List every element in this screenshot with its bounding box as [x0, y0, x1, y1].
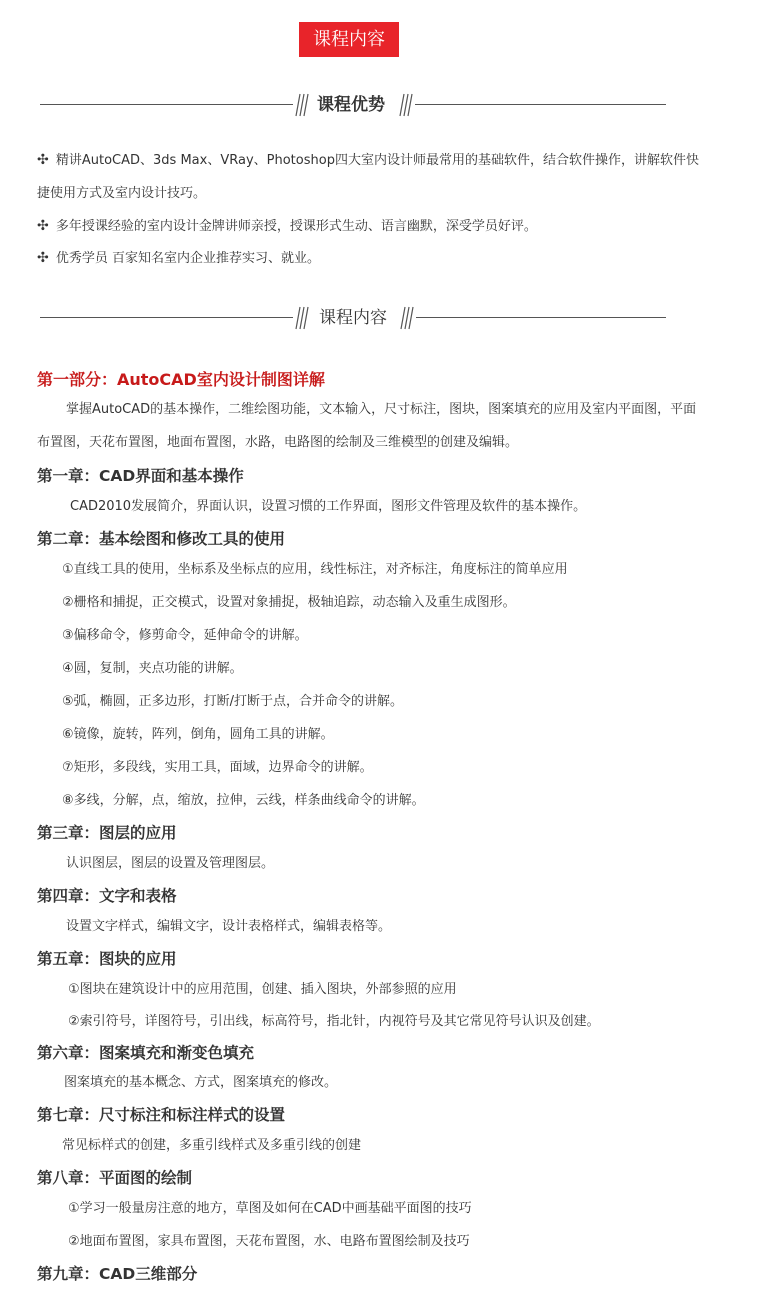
chapter-line: ③偏移命令，修剪命令，延伸命令的讲解。 [62, 628, 308, 643]
chapter-line: 图案填充的基本概念、方式，图案填充的修改。 [64, 1075, 338, 1090]
advantage-item-cont: 捷使用方式及室内设计技巧。 [37, 186, 207, 201]
double-slash-icon [398, 305, 416, 331]
chapter-line: 认识图层，图层的设置及管理图层。 [66, 856, 275, 871]
chapter-line: ⑧多线，分解，点，缩放，拉伸，云线，样条曲线命令的讲解。 [62, 793, 425, 808]
advantage-item [37, 150, 749, 171]
chapter-line: ②地面布置图，家具布置图，天花布置图，水、电路布置图绘制及技巧 [68, 1234, 470, 1249]
chapter-title: 第五章：图块的应用 [37, 950, 177, 968]
advantage-item [37, 248, 749, 269]
chapter-line: ⑥镜像，旋转，阵列，倒角，圆角工具的讲解。 [62, 727, 334, 742]
chapter-line: CAD2010发展简介，界面认识，设置习惯的工作界面，图形文件管理及软件的基本操作。 [70, 499, 587, 514]
section-title-advantages: 课程优势 [317, 95, 385, 115]
chapter-line: 设置文字样式，编辑文字，设计表格样式，编辑表格等。 [66, 919, 392, 934]
chapter-line: ⑦矩形，多段线，实用工具，面域，边界命令的讲解。 [62, 760, 373, 775]
advantage-text: 优秀学员 百家知名室内企业推荐实习、就业。 [55, 251, 321, 266]
part-title: 第一部分：AutoCAD室内设计制图详解 [37, 370, 325, 389]
section-divider-left [40, 104, 293, 105]
chapter-line: ①图块在建筑设计中的应用范围，创建、插入图块，外部参照的应用 [68, 982, 457, 997]
advantage-text: 多年授课经验的室内设计金牌讲师亲授，授课形式生动、语言幽默，深受学员好评。 [55, 219, 537, 234]
chapter-title: 第一章：CAD界面和基本操作 [37, 467, 244, 485]
clover-bullet-icon: ✣ [37, 152, 49, 168]
chapter-line: ②栅格和捕捉，正交模式，设置对象捕捉，极轴追踪，动态输入及重生成图形。 [62, 595, 516, 610]
chapter-title: 第六章：图案填充和渐变色填充 [37, 1044, 255, 1062]
part-description-cont: 布置图，天花布置图，地面布置图，水路，电路图的绘制及三维模型的创建及编辑。 [37, 435, 519, 450]
chapter-title: 第九章：CAD三维部分 [37, 1265, 198, 1283]
section-divider-right [415, 104, 666, 105]
chapter-title: 第八章：平面图的绘制 [37, 1169, 193, 1187]
chapter-line: 常见标样式的创建，多重引线样式及多重引线的创建 [62, 1138, 362, 1153]
clover-bullet-icon: ✣ [37, 250, 49, 266]
advantage-item [37, 216, 749, 237]
chapter-line: ①直线工具的使用，坐标系及坐标点的应用，线性标注，对齐标注，角度标注的简单应用 [62, 562, 568, 577]
chapter-title: 第二章：基本绘图和修改工具的使用 [37, 530, 286, 548]
section-divider-left [40, 317, 293, 318]
chapter-line: ②索引符号，详图符号，引出线，标高符号，指北针，内视符号及其它常见符号认识及创建。 [68, 1014, 600, 1029]
chapter-line: ⑤弧，椭圆，正多边形，打断/打断于点，合并命令的讲解。 [62, 694, 404, 709]
course-content-badge: 课程内容 [299, 22, 399, 57]
section-divider-right [416, 317, 666, 318]
section-title-content: 课程内容 [319, 308, 387, 328]
chapter-line: ④圆，复制，夹点功能的讲解。 [62, 661, 243, 676]
chapter-title: 第三章：图层的应用 [37, 824, 177, 842]
chapter-title: 第四章：文字和表格 [37, 887, 177, 905]
part-description: 掌握AutoCAD的基本操作，二维绘图功能，文本输入，尺寸标注，图块，图案填充的应用及室内平面图，平面 [66, 402, 697, 417]
chapter-title: 第七章：尺寸标注和标注样式的设置 [37, 1106, 286, 1124]
clover-bullet-icon: ✣ [37, 218, 49, 234]
double-slash-icon [397, 92, 415, 118]
chapter-line: ①学习一般量房注意的地方，草图及如何在CAD中画基础平面图的技巧 [68, 1201, 472, 1216]
advantage-text: 精讲AutoCAD、3ds Max、VRay、Photoshop四大室内设计师最常用的基础软件，结合软件操作，讲解软件快 [55, 153, 699, 168]
